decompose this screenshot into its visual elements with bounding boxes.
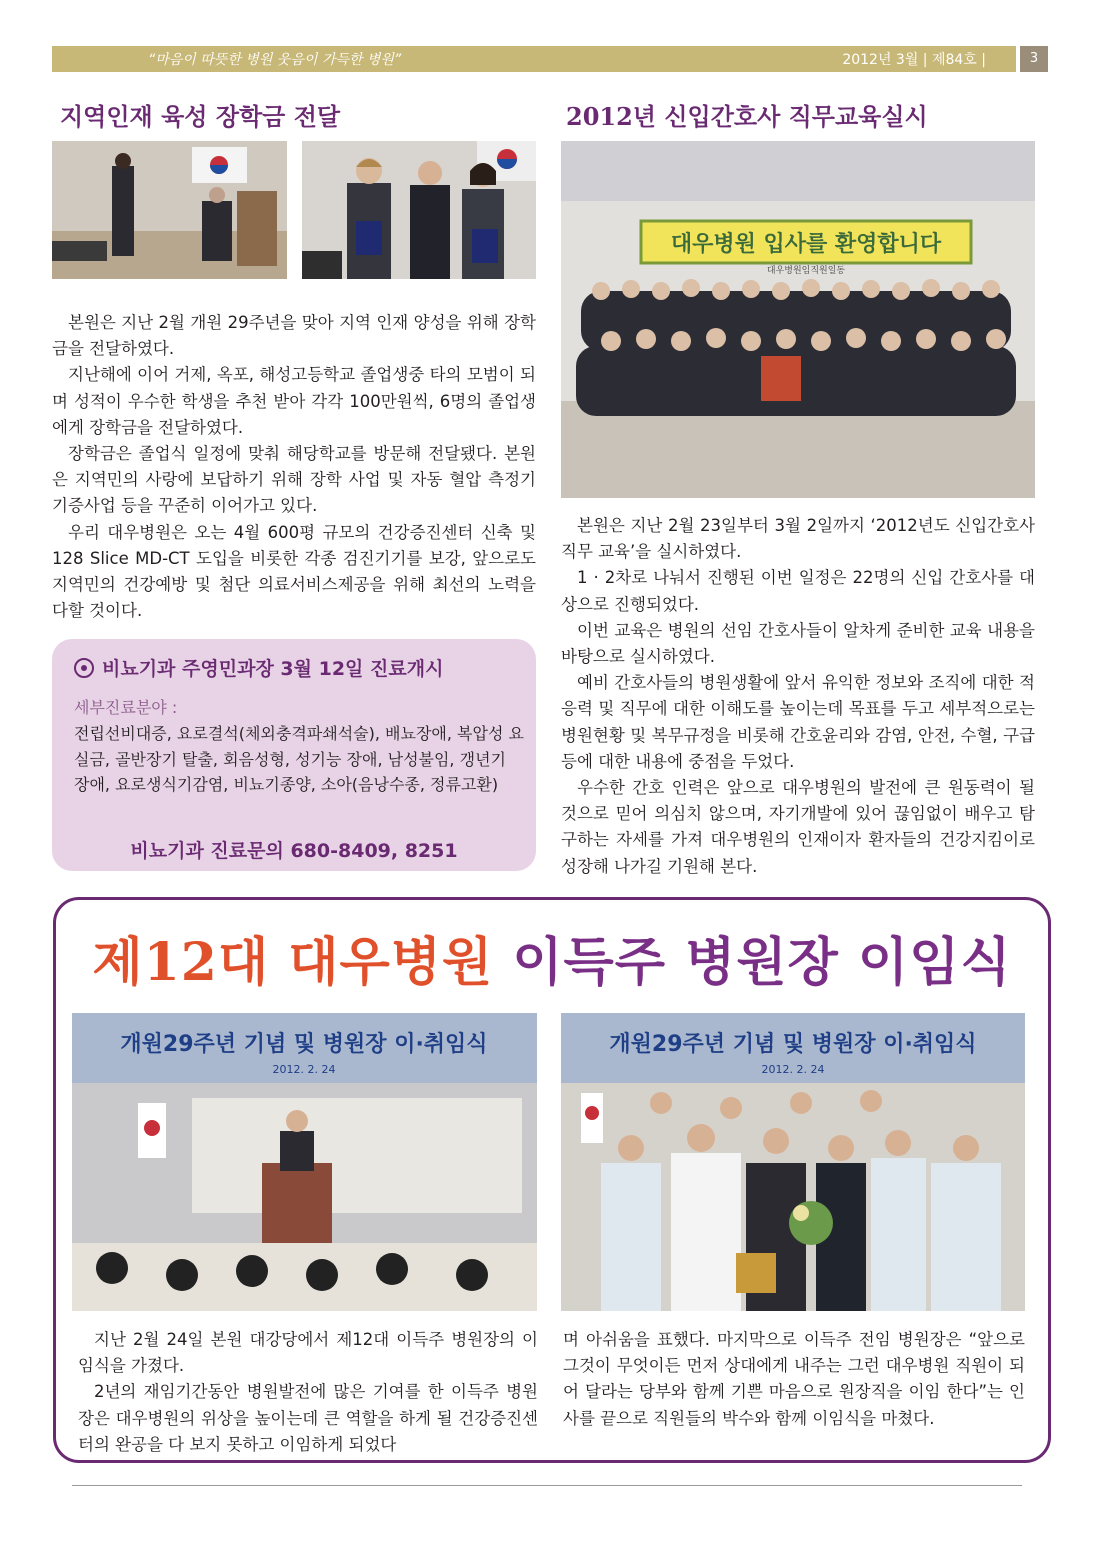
farewell-headline-part1: 제12대 대우병원	[92, 932, 494, 993]
nurse-paragraph: 본원은 지난 2월 23일부터 3월 2일까지 ‘2012년도 신입간호사 직무 교육’을 실시하였다.	[561, 516, 1035, 562]
ceremony-banner-main: 개원29주년 기념 및 병원장 이·취임식	[120, 1032, 488, 1057]
nurse-paragraph: 1 · 2차로 나눠서 진행된 이번 일정은 22명의 신입 간호사를 대상으로 진행되었다.	[561, 568, 1035, 614]
scholarship-photo-1	[52, 141, 287, 279]
issue-info: 2012년 3월 | 제84호 |	[842, 52, 986, 68]
urology-subtitle: 세부진료분야 :	[74, 698, 178, 717]
nurse-paragraph: 우수한 간호 인력은 앞으로 대우병원의 발전에 큰 원동력이 될 것으로 믿어 의심치 않으며, 자기개발에 있어 끊임없이 배우고 탐구하는 자세를 가져 대우병원의 인재이자 환자들의 건강지킴이로 성장해 나가길 기원해 본다.	[561, 778, 1035, 876]
bullet-circle-icon	[74, 658, 94, 678]
farewell-photo-group	[561, 1013, 1025, 1311]
farewell-headline-part2: 이득주 병원장 이임식	[512, 932, 1012, 993]
urology-contact: 비뇨기과 진료문의 680-8409, 8251	[130, 840, 458, 862]
nurse-group-photo	[561, 141, 1035, 498]
urology-body: 전립선비대증, 요로결석(체외충격파쇄석술), 배뇨장애, 복압성 요실금, 골반장기 탈출, 회음성형, 성기능 장애, 남성불임, 갱년기 장애, 요로생식기감염, 비뇨기종양, 소아(음낭수종, 정류고환)	[74, 724, 524, 794]
welcome-banner-sub: 대우병원임직원일동	[766, 266, 846, 276]
footer-divider	[72, 1485, 1022, 1486]
farewell-article-right	[563, 1327, 1025, 1432]
nurse-training-title: 2012년 신입간호사 직무교육실시	[566, 102, 928, 131]
farewell-photo-speech	[72, 1013, 537, 1311]
header-bar	[52, 46, 1016, 72]
ceremony-banner-date-2: 2012. 2. 24	[761, 1063, 825, 1076]
scholarship-article	[52, 310, 536, 624]
farewell-article-left	[78, 1327, 538, 1458]
farewell-paragraph: 지난 2월 24일 본원 대강당에서 제12대 이득주 병원장의 이임식을 가졌다.	[78, 1330, 538, 1376]
page-number: 3	[1020, 46, 1048, 72]
farewell-paragraph-continued: 며 아쉬움을 표했다. 마지막으로 이득주 전임 병원장은 “앞으로 그것이 무엇이든 먼저 상대에게 내주는 그런 대우병원 직원이 되어 달라는 당부와 함께 기쁜 마음으로 원장직을 이임 한다”는 인사를 끝으로 직원들의 박수와 함께 이임식을 마쳤다.	[563, 1330, 1025, 1428]
scholarship-paragraph: 우리 대우병원은 오는 4월 600평 규모의 건강증진센터 신축 및 128 Slice MD-CT 도입을 비롯한 각종 검진기기를 보강, 앞으로도 지역민의 건강예방 및 첨단 의료서비스제공을 위해 최선의 노력을 다할 것이다.	[52, 522, 536, 621]
ceremony-banner-date: 2012. 2. 24	[272, 1063, 336, 1076]
header-slogan: “마음이 따뜻한 병원 웃음이 가득한 병원”	[148, 52, 402, 68]
farewell-headline	[53, 920, 1051, 995]
nurse-training-article	[561, 513, 1035, 880]
urology-notice-title	[74, 654, 443, 681]
scholarship-photo-2	[302, 141, 536, 279]
scholarship-paragraph: 본원은 지난 2월 개원 29주년을 맞아 지역 인재 양성을 위해 장학금을 전달하였다.	[52, 313, 536, 359]
welcome-banner-text: 대우병원 입사를 환영합니다	[670, 232, 942, 257]
urology-notice-box	[52, 639, 536, 871]
scholarship-title: 지역인재 육성 장학금 전달	[60, 102, 341, 131]
nurse-paragraph: 예비 간호사들의 병원생활에 앞서 유익한 정보와 조직에 대한 적응력 및 직무에 대한 이해도를 높이는데 목표를 두고 세부적으로는 병원현황 및 복무규정을 비롯해 간호윤리와 감염, 안전, 수혈, 구급 등에 대한 내용에 중점을 두었다.	[561, 673, 1035, 771]
farewell-paragraph: 2년의 재임기간동안 병원발전에 많은 기여를 한 이득주 병원장은 대우병원의 위상을 높이는데 큰 역할을 하게 될 건강증진센터의 완공을 다 보지 못하고 이임하게 되었다	[78, 1382, 538, 1454]
scholarship-paragraph: 지난해에 이어 거제, 옥포, 해성고등학교 졸업생중 타의 모범이 되며 성적이 우수한 학생을 추천 받아 각각 100만원씩, 6명의 졸업생에게 장학금을 전달하였다.	[52, 365, 536, 437]
scholarship-paragraph: 장학금은 졸업식 일정에 맞춰 해당학교를 방문해 전달됐다. 본원은 지역민의 사랑에 보답하기 위해 장학 사업 및 자동 혈압 측정기 기증사업 등을 꾸준히 이어가고 있다.	[52, 444, 536, 516]
nurse-paragraph: 이번 교육은 병원의 선임 간호사들이 알차게 준비한 교육 내용을 바탕으로 실시하였다.	[561, 620, 1035, 667]
ceremony-banner-main-2: 개원29주년 기념 및 병원장 이·취임식	[609, 1032, 977, 1057]
urology-title-text: 비뇨기과 주영민과장 3월 12일 진료개시	[102, 658, 444, 680]
